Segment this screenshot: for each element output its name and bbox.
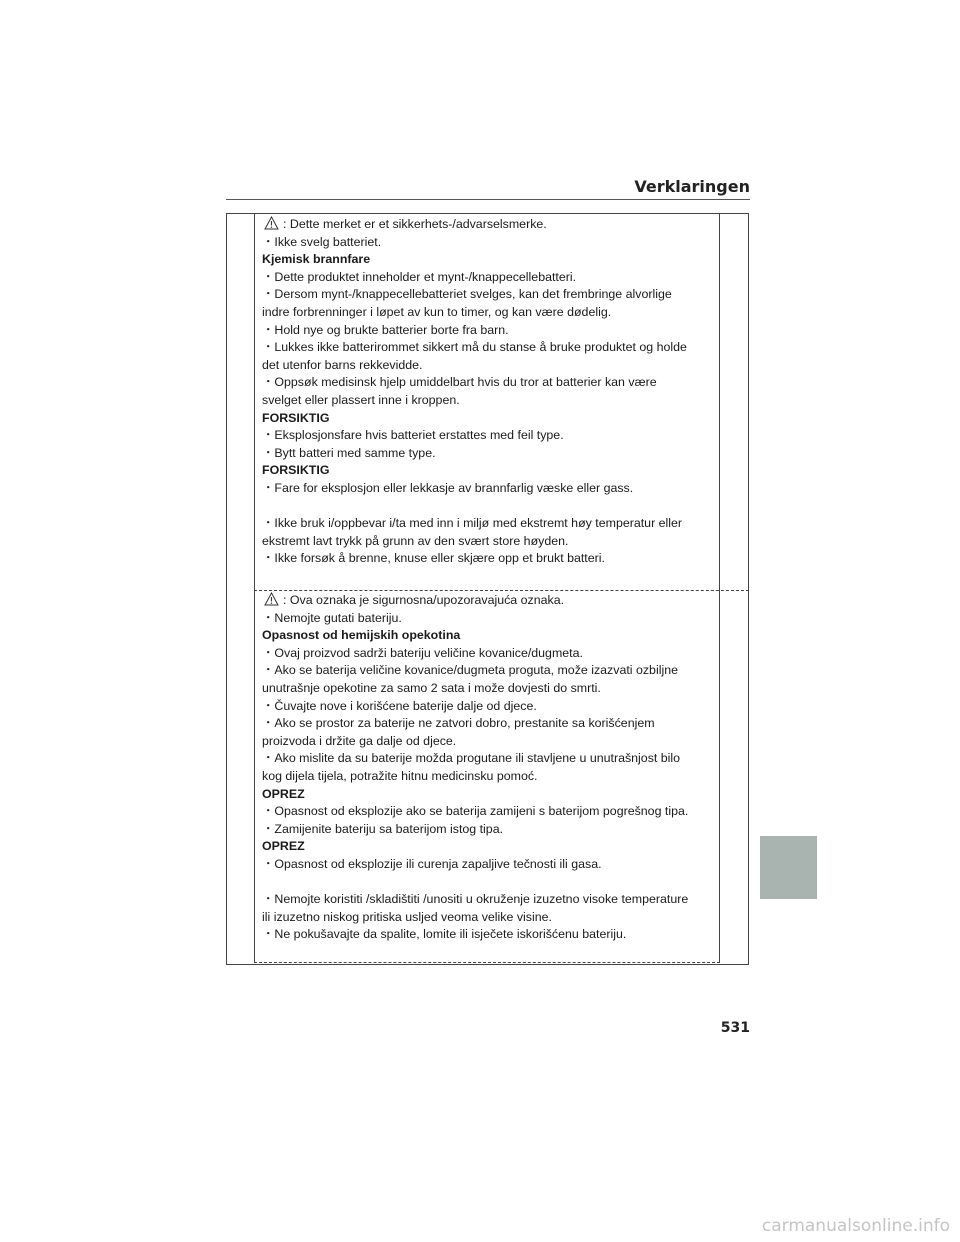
norwegian-section: [262, 216, 714, 568]
text-line: ekstremt lavt trykk på grunn av den svært store høyden.: [262, 533, 569, 548]
text-line: ・Ikke forsøk å brenne, knuse eller skjære opp et brukt batteri.: [262, 551, 605, 566]
text-line: ・Dette produktet inneholder et mynt-/knappecellebatteri.: [262, 269, 577, 284]
symbol-note-text: : Dette merket er et sikkerhets-/advarselsmerke.: [283, 217, 547, 231]
symbol-note-row: [262, 216, 714, 234]
text-line: ・Ako se prostor za baterije ne zatvori dobro, prestanite sa korišćenjem: [262, 716, 655, 731]
page-number: 531: [720, 1020, 750, 1036]
section-divider: [254, 590, 749, 591]
text-line: ・Zamijenite bateriju sa baterijom istog tipa.: [262, 821, 504, 836]
text-line: ・Bytt batteri med samme type.: [262, 445, 436, 460]
text-line: ・Opasnost od eksplozije ako se baterija zamijeni s baterijom pogrešnog tipa.: [262, 804, 689, 819]
text-line: ・Ne pokušavajte da spalite, lomite ili isječete iskorišćenu bateriju.: [262, 927, 627, 942]
text-line: ・Lukkes ikke batterirommet sikkert må du stanse å bruke produktet og holde: [262, 340, 687, 355]
symbol-note-row: [262, 592, 714, 610]
text-line: ・Nemojte koristiti /skladištiti /unositi u okruženje izuzetno visoke temperature: [262, 892, 689, 907]
text-line: ・Ikke svelg batteriet.: [262, 234, 382, 249]
text-line: ・Opasnost od eksplozije ili curenja zapaljive tečnosti ili gasa.: [262, 856, 602, 871]
croatian-section: [262, 592, 714, 944]
symbol-note-text: : Ova oznaka je sigurnosna/upozoravajuća oznaka.: [283, 593, 565, 607]
section-heading: FORSIKTIG: [262, 410, 330, 425]
chapter-side-tab: [760, 836, 817, 899]
page-header-title: Verklaringen: [634, 177, 750, 196]
text-line: ・Fare for eksplosjon eller lekkasje av brannfarlig væske eller gass.: [262, 480, 634, 495]
section-heading: FORSIKTIG: [262, 463, 330, 478]
warning-triangle-icon: [264, 216, 279, 230]
text-line: ・Ako mislite da su baterije možda progutane ili stavljene u unutrašnjost bilo: [262, 751, 681, 766]
text-line: ・Dersom mynt-/knappecellebatteriet svelges, kan det frembringe alvorlige: [262, 287, 672, 302]
text-line: ・Čuvajte nove i korišćene baterije dalje od djece.: [262, 698, 537, 713]
text-line: ・Ikke bruk i/oppbevar i/ta med inn i miljø med ekstremt høy temperatur eller: [262, 516, 683, 531]
text-line: ・Oppsøk medisinsk hjelp umiddelbart hvis du tror at batterier kan være: [262, 375, 657, 390]
section-heading: Kjemisk brannfare: [262, 252, 371, 267]
blank-line: [262, 874, 714, 892]
text-line: indre forbrenninger i løpet av kun to timer, og kan være dødelig.: [262, 304, 612, 319]
section-heading: Opasnost od hemijskih opekotina: [262, 628, 461, 643]
section-heading: OPREZ: [262, 786, 305, 801]
section-heading: OPREZ: [262, 839, 305, 854]
text-line: ili izuzetno niskog pritiska usljed veoma velike visine.: [262, 909, 552, 924]
norwegian-lines: [262, 234, 714, 568]
text-line: ・Ovaj proizvod sadrži bateriju veličine kovanice/dugmeta.: [262, 645, 583, 660]
text-line: det utenfor barns rekkevidde.: [262, 357, 423, 372]
croatian-lines: [262, 610, 714, 944]
blank-line: [262, 498, 714, 516]
text-line: svelget eller plassert inne i kroppen.: [262, 392, 460, 407]
watermark: carmanualsonline.info: [761, 1216, 950, 1236]
text-line: proizvoda i držite ga dalje od djece.: [262, 733, 457, 748]
warning-triangle-icon: [264, 592, 279, 606]
text-line: ・Eksplosjonsfare hvis batteriet erstattes med feil type.: [262, 428, 564, 443]
header-rule: [226, 199, 750, 200]
text-line: ・Nemojte gutati bateriju.: [262, 610, 402, 625]
text-line: ・Hold nye og brukte batterier borte fra barn.: [262, 322, 509, 337]
text-line: unutrašnje opekotine za samo 2 sata i može dovjesti do smrti.: [262, 680, 601, 695]
text-line: kog dijela tijela, potražite hitnu medicinsku pomoć.: [262, 768, 538, 783]
text-line: ・Ako se baterija veličine kovanice/dugmeta proguta, može izazvati ozbiljne: [262, 663, 678, 678]
